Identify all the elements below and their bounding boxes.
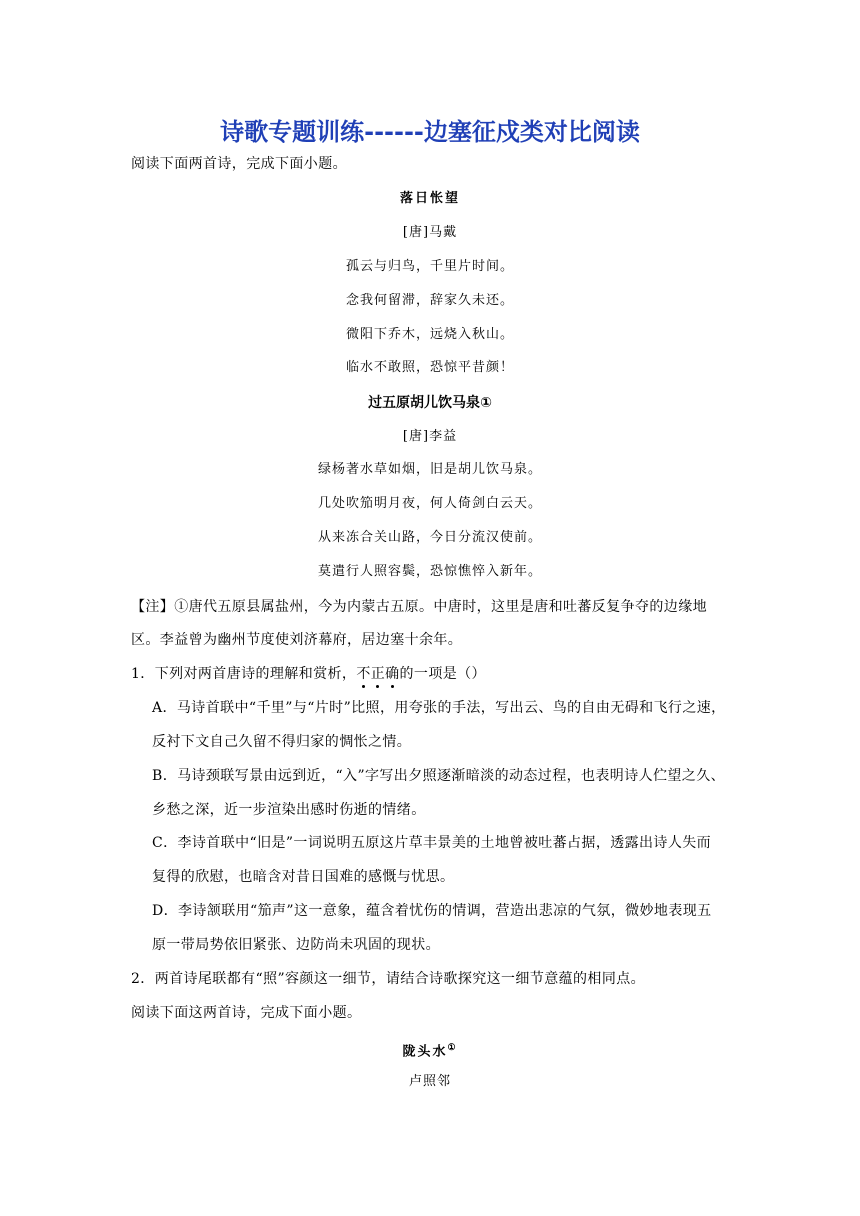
poem2-title-text: 过五原胡儿饮马泉 bbox=[368, 395, 481, 411]
option-a-line-2: 反衬下文自己久留不得归家的惆怅之情。 bbox=[152, 734, 412, 750]
poem2-title bbox=[0, 393, 860, 413]
question-1-stem bbox=[131, 664, 486, 684]
poem3-note-mark: ① bbox=[447, 1043, 458, 1053]
poem1-line-3: 微阳下乔木，远烧入秋山。 bbox=[345, 327, 514, 342]
q1-emphasis-char-3: 确 bbox=[385, 666, 400, 682]
poem2-line-4: 莫遣行人照容鬓，恐惊憔悴入新年。 bbox=[317, 564, 542, 579]
poem2-line-2: 几处吹笳明月夜，何人倚剑白云天。 bbox=[317, 496, 542, 511]
poem1-line-4: 临水不敢照，恐惊平昔颜！ bbox=[345, 360, 514, 375]
option-d-line-2: 原一带局势依旧紧张、边防尚未巩固的现状。 bbox=[152, 937, 440, 953]
poem1-title: 落日怅望 bbox=[399, 191, 460, 206]
q1-emphasis-char-1: 不 bbox=[356, 666, 371, 682]
page-title: 诗歌专题训练------边塞征戍类对比阅读 bbox=[220, 118, 640, 146]
poem3-title-text: 陇头水 bbox=[402, 1044, 448, 1060]
q1-stem-before: 1．下列对两首唐诗的理解和赏析， bbox=[131, 666, 357, 682]
question-2: 2．两首诗尾联都有“照”容颜这一细节，请结合诗歌探究这一细节意蕴的相同点。 bbox=[131, 971, 646, 987]
q1-stem-after: 的一项是（） bbox=[399, 666, 486, 682]
note-line-2: 区。李益曾为幽州节度使刘济幕府，居边塞十余年。 bbox=[131, 632, 463, 648]
poem2-note-mark: ① bbox=[480, 395, 492, 411]
poem2-line-1: 绿杨著水草如烟，旧是胡儿饮马泉。 bbox=[317, 462, 542, 477]
poem1-line-1: 孤云与归鸟，千里片时间。 bbox=[345, 259, 514, 274]
reading-instruction-2: 阅读下面这两首诗，完成下面小题。 bbox=[131, 1005, 362, 1021]
poem1-line-2: 念我何留滞，辞家久未还。 bbox=[345, 293, 514, 308]
reading-instruction-1: 阅读下面两首诗，完成下面小题。 bbox=[131, 156, 347, 172]
option-a-line-1: A．马诗首联中“千里”与“片时”比照，用夸张的手法，写出云、鸟的自由无碍和飞行之速， bbox=[152, 700, 726, 716]
q1-emphasis-char-2: 正 bbox=[370, 666, 386, 682]
poem2-line-3: 从来冻合关山路，今日分流汉使前。 bbox=[317, 530, 542, 545]
option-b-line-1: B．马诗颈联写景由远到近，“入”字写出夕照逐渐暗淡的动态过程，也表明诗人伫望之久、 bbox=[152, 768, 725, 784]
option-d-line-1: D．李诗颔联用“笳声”这一意象，蕴含着忧伤的情调，营造出悲凉的气氛，微妙地表现五 bbox=[152, 903, 712, 919]
note-line-1: 【注】①唐代五原县属盐州，今为内蒙古五原。中唐时，这里是唐和吐蕃反复争夺的边缘地 bbox=[131, 599, 707, 615]
option-c-line-1: C．李诗首联中“旧是”一词说明五原这片草丰景美的土地曾被吐蕃占据，透露出诗人失而 bbox=[152, 835, 712, 851]
poem2-author: [唐]李益 bbox=[402, 429, 458, 444]
poem1-author: [唐]马戴 bbox=[402, 225, 458, 240]
option-b-line-2: 乡愁之深，近一步渲染出感时伤逝的情绪。 bbox=[152, 802, 426, 818]
poem3-author: 卢照邻 bbox=[408, 1074, 451, 1089]
poem3-title bbox=[0, 1038, 860, 1062]
option-c-line-2: 复得的欣慰，也暗含对昔日国难的感慨与忧思。 bbox=[152, 869, 455, 885]
